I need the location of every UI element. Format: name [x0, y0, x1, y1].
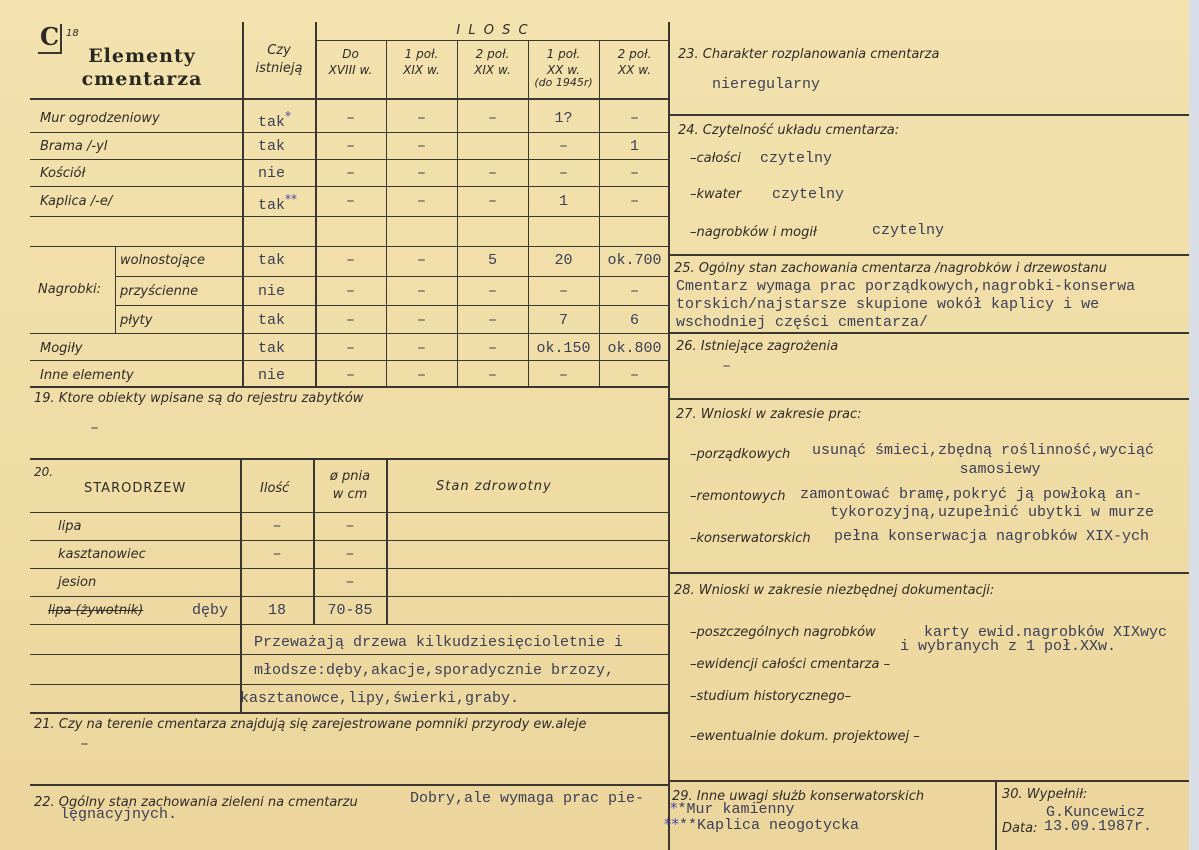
- row-value: 7: [558, 312, 568, 329]
- grid-line: [995, 780, 997, 850]
- row-label: wolnostojące: [120, 253, 205, 268]
- row-value: –: [416, 138, 426, 155]
- q25-line: torskich/najstarsze skupione wokół kaplicy i we: [676, 296, 1100, 313]
- grid-line: [242, 22, 244, 386]
- q27-item-label: –remontowych: [690, 489, 786, 504]
- diameter-header: ø pnia w cm: [329, 469, 371, 503]
- period-header: 2 poł. XX w.: [617, 47, 652, 78]
- row-exists: tak*: [258, 109, 292, 131]
- q29-line: ****Kaplica neogotycka: [664, 815, 860, 834]
- section-letter: C: [40, 22, 60, 51]
- q24-item-answer: czytelny: [772, 186, 845, 203]
- q28-item-label: –ewidencji całości cmentarza –: [690, 657, 891, 672]
- tree-name: kasztanowiec: [58, 547, 146, 562]
- q21-label: 21. Czy na terenie cmentarza znajdują się zarejestrowane pomniki przyrody ew.aleje: [34, 717, 587, 732]
- q24-label: 24. Czytelność układu cmentarza:: [678, 123, 900, 138]
- row-value: –: [487, 367, 497, 384]
- ilosc-tree-header: Ilość: [260, 481, 290, 496]
- row-value: –: [416, 367, 426, 384]
- row-value: –: [558, 367, 568, 384]
- period-header: 1 poł. XIX w.: [403, 47, 440, 78]
- q30-label: 30. Wypełnił:: [1002, 787, 1088, 802]
- grid-line: [30, 540, 670, 541]
- grid-line: [670, 254, 1190, 256]
- row-value: –: [416, 312, 426, 329]
- grid-line: [457, 40, 458, 386]
- q28-label: 28. Wnioski w zakresie niezbędnej dokumentacji:: [674, 583, 995, 598]
- row-value: –: [345, 312, 355, 329]
- q27-item-answer: samosiewy: [959, 461, 1041, 478]
- q23-answer: nieregularny: [712, 76, 821, 93]
- grid-line: [386, 40, 387, 386]
- q27-label: 27. Wnioski w zakresie prac:: [676, 407, 862, 422]
- row-value: –: [416, 340, 426, 357]
- grid-line: [30, 132, 670, 133]
- grid-line: [30, 246, 670, 247]
- row-exists: tak: [258, 252, 286, 269]
- period-header: Do XVIII w.: [328, 47, 373, 78]
- tree-notes-line: młodsze:dęby,akacje,sporadycznie brzozy,: [254, 662, 615, 679]
- tree-diameter: –: [345, 574, 355, 591]
- row-value: –: [487, 193, 497, 210]
- grid-line: [528, 40, 529, 386]
- tree-count: 18: [267, 602, 286, 619]
- q23-label: 23. Charakter rozplanowania cmentarza: [678, 47, 940, 62]
- grid-line: [599, 40, 600, 386]
- q22-label: 22. Ogólny stan zachowania zieleni na cmentarzu: [34, 795, 358, 810]
- q26-label: 26. Istniejące zagrożenia: [676, 339, 839, 354]
- q27-item-answer: tykorozyjną,uzupełnić ubytki w murze: [829, 504, 1155, 521]
- row-exists: nie: [258, 367, 286, 384]
- q20-number: 20.: [34, 465, 54, 479]
- tree-diameter: –: [345, 518, 355, 535]
- row-value: 1?: [554, 110, 573, 127]
- row-value: –: [345, 283, 355, 300]
- starodrzew-header: STARODRZEW: [84, 481, 187, 496]
- q28-item-label: –poszczególnych nagrobków: [690, 625, 876, 640]
- row-value: –: [487, 110, 497, 127]
- letter-underline: [38, 52, 60, 54]
- table-title: Elementy cmentarza: [81, 45, 203, 90]
- q25-line: Cmentarz wymaga prac porządkowych,nagrobki-konserwa: [676, 278, 1136, 295]
- q25-label: 25. Ogólny stan zachowania cmentarza /nagrobków i drzewostanu: [674, 262, 1107, 276]
- q29-line: **Mur kamienny: [670, 799, 795, 818]
- row-value: –: [629, 283, 639, 300]
- q28-item-answer: i wybranych z 1 poł.XXw.: [900, 638, 1117, 655]
- q21-answer: –: [80, 736, 90, 753]
- grid-line: [30, 624, 670, 625]
- row-value: –: [345, 110, 355, 127]
- grid-line: [30, 186, 670, 187]
- filled-by-name: G.Kuncewicz: [1046, 804, 1146, 821]
- q28-item-label: –ewentualnie dokum. projektowej –: [690, 729, 920, 744]
- row-exists: tak**: [258, 192, 298, 214]
- q24-item-label: –nagrobków i mogił: [690, 225, 817, 240]
- row-value: –: [558, 165, 568, 182]
- tree-name: lipa: [58, 519, 82, 534]
- row-label: płyty: [120, 313, 153, 328]
- row-value: ok.150: [536, 340, 591, 357]
- row-value: –: [629, 165, 639, 182]
- tree-notes-line: Przeważają drzewa kilkudziesięcioletnie i: [254, 634, 624, 651]
- row-label: Kaplica /-e/: [40, 194, 113, 209]
- grid-line: [30, 712, 670, 714]
- footnote-star: *: [285, 109, 292, 123]
- row-value: –: [345, 340, 355, 357]
- row-label: przyścienne: [120, 284, 199, 299]
- grid-line: [670, 398, 1190, 400]
- q24-item-label: –kwater: [690, 187, 742, 202]
- ilosc-header: I L O S C: [456, 23, 530, 38]
- tree-notes-line: kasztanowce,lipy,świerki,graby.: [240, 690, 520, 707]
- grid-line: [240, 458, 242, 712]
- grid-line: [670, 572, 1190, 574]
- row-value: 5: [487, 252, 497, 269]
- q24-item-answer: czytelny: [760, 150, 833, 167]
- row-value: –: [629, 193, 639, 210]
- grid-line: [30, 333, 670, 334]
- grid-line: [30, 684, 670, 685]
- q27-item-label: –konserwatorskich: [690, 531, 811, 546]
- row-exists: tak: [258, 340, 286, 357]
- row-exists: nie: [258, 283, 286, 300]
- q24-item-answer: czytelny: [872, 222, 945, 239]
- q28-item-label: –studium historycznego–: [690, 689, 852, 704]
- grid-line: [30, 596, 670, 597]
- row-value: –: [416, 193, 426, 210]
- q22-answer: Dobry,ale wymaga prac pie-: [410, 790, 645, 807]
- tree-name: lipa (żywotnik): [48, 603, 144, 618]
- q27-item-label: –porządkowych: [690, 447, 791, 462]
- row-value: –: [487, 340, 497, 357]
- q27-item-answer: zamontować bramę,pokryć ją powłoką an-: [800, 486, 1143, 503]
- row-value: –: [416, 110, 426, 127]
- tree-name-correction: dęby: [192, 602, 229, 619]
- grid-line: [386, 458, 388, 624]
- grid-line: [30, 159, 670, 160]
- row-value: –: [487, 165, 497, 182]
- grid-line: [30, 216, 670, 217]
- nagrobki-label: Nagrobki:: [38, 282, 102, 297]
- row-value: –: [345, 138, 355, 155]
- grid-line: [30, 360, 670, 361]
- row-value: –: [416, 252, 426, 269]
- row-exists: tak: [258, 312, 286, 329]
- row-value: 1: [629, 138, 639, 155]
- grid-line: [30, 568, 670, 569]
- tree-count: –: [272, 518, 282, 535]
- q19-answer: –: [90, 420, 100, 437]
- fill-date: 13.09.1987r.: [1044, 818, 1153, 835]
- row-value: 20: [554, 252, 573, 269]
- grid-line: [30, 386, 670, 388]
- row-label: Inne elementy: [40, 368, 134, 383]
- row-value: –: [487, 312, 497, 329]
- grid-line: [670, 114, 1190, 116]
- tree-diameter: –: [345, 546, 355, 563]
- row-value: –: [345, 165, 355, 182]
- row-label: Kościół: [40, 166, 86, 181]
- row-value: –: [558, 283, 568, 300]
- footnote-star: **: [285, 192, 298, 206]
- exists-header: Czy istnieją: [255, 43, 303, 77]
- tree-diameter: 70-85: [327, 602, 373, 619]
- row-label: Mogiły: [40, 341, 83, 356]
- grid-line: [115, 276, 670, 277]
- row-value: –: [416, 165, 426, 182]
- row-value: –: [629, 367, 639, 384]
- row-label: Mur ogrodzeniowy: [40, 111, 160, 126]
- grid-line: [30, 784, 670, 786]
- date-label: Data:: [1002, 821, 1038, 836]
- row-value: –: [558, 138, 568, 155]
- section-number: 18: [66, 28, 79, 39]
- grid-line: [670, 780, 1190, 782]
- row-value: –: [629, 110, 639, 127]
- row-value: 6: [629, 312, 639, 329]
- period-header: 2 poł. XIX w.: [474, 47, 511, 78]
- row-value: ok.700: [607, 252, 662, 269]
- grid-line: [30, 458, 670, 460]
- q19-label: 19. Ktore obiekty wpisane są do rejestru zabytków: [34, 391, 364, 406]
- period-header: 1 poł. XX w. (do 1945r): [534, 47, 593, 90]
- row-value: –: [345, 193, 355, 210]
- row-value: –: [416, 283, 426, 300]
- grid-line: [30, 512, 670, 513]
- row-value: 1: [558, 193, 568, 210]
- row-value: ok.800: [607, 340, 662, 357]
- row-label: Brama /-yl: [40, 139, 108, 154]
- tree-name: jesion: [58, 575, 97, 590]
- grid-line: [30, 98, 670, 100]
- q24-item-label: –całości: [690, 151, 741, 166]
- grid-line: [30, 654, 670, 655]
- q28-item-answer: karty ewid.nagrobków XIXwyc: [924, 624, 1168, 641]
- q29-label: 29. Inne uwagi służb konserwatorskich: [672, 789, 925, 804]
- health-header: Stan zdrowotny: [436, 479, 552, 494]
- row-value: –: [487, 283, 497, 300]
- grid-line: [670, 332, 1190, 334]
- q25-line: wschodniej części cmentarza/: [676, 314, 929, 331]
- row-value: –: [345, 367, 355, 384]
- q22-answer: lęgnacyjnych.: [60, 806, 178, 823]
- grid-line: [115, 246, 116, 333]
- row-exists: nie: [258, 165, 286, 182]
- q27-item-answer: usunąć śmieci,zbędną roślinność,wyciąć: [812, 442, 1155, 459]
- row-value: –: [345, 252, 355, 269]
- card-edge: [1189, 0, 1199, 850]
- grid-line: [115, 305, 670, 306]
- tree-count: –: [272, 546, 282, 563]
- row-exists: tak: [258, 138, 286, 155]
- grid-line: [315, 40, 670, 41]
- q26-answer: –: [722, 358, 732, 375]
- q27-item-answer: pełna konserwacja nagrobków XIX-ych: [834, 528, 1150, 545]
